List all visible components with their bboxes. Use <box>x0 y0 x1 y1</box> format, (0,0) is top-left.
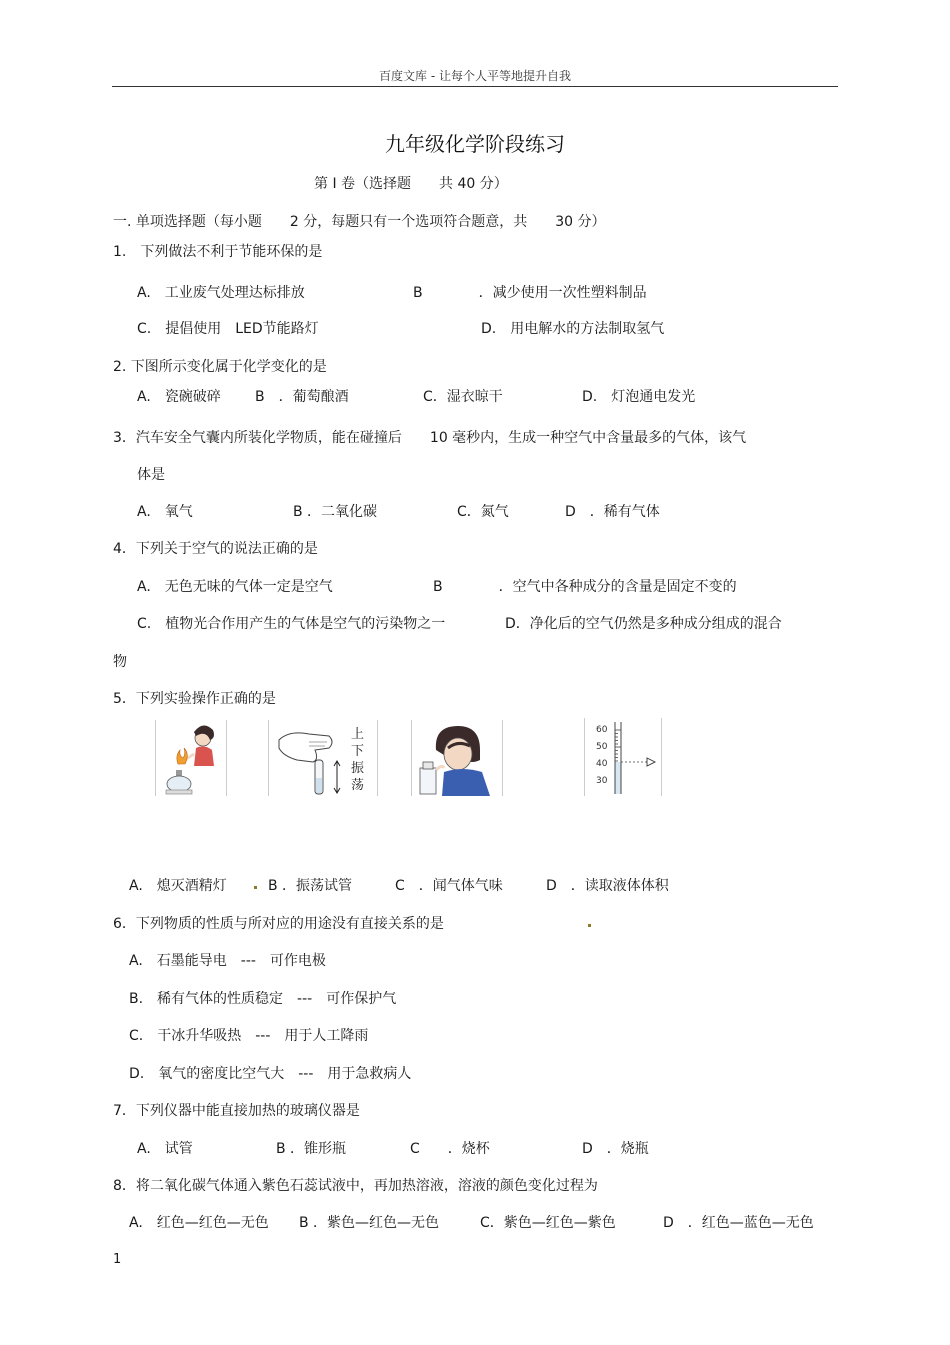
option: B ．锥形瓶 <box>276 1141 347 1157</box>
option: D ．读取液体体积 <box>546 878 669 894</box>
option: B ．减少使用一次性塑料制品 <box>413 285 647 301</box>
page-number: 1 <box>113 1252 122 1267</box>
question-stem: 4．下列关于空气的说法正确的是 <box>113 541 318 557</box>
question-stem-continued: 体是 <box>137 467 165 483</box>
option: C. 提倡使用 LED节能路灯 <box>137 321 319 337</box>
option: B ．二氧化碳 <box>293 504 378 520</box>
option: C．氮气 <box>457 504 509 520</box>
option: C ．烧杯 <box>410 1141 490 1157</box>
option: A. 试管 <box>137 1141 193 1157</box>
read-volume-image <box>584 718 662 796</box>
option: C．湿衣晾干 <box>423 389 503 405</box>
header-rule <box>112 86 838 87</box>
option: C ．闻气体气味 <box>395 878 503 894</box>
speck-mark <box>254 886 257 889</box>
option: B. 稀有气体的性质稳定 --- 可作保护气 <box>129 991 397 1007</box>
option: A. 氧气 <box>137 504 193 520</box>
option: D ．烧瓶 <box>582 1141 649 1157</box>
option: A. 工业废气处理达标排放 <box>137 285 305 301</box>
option: D. 灯泡通电发光 <box>582 389 696 405</box>
option: C. 干冰升华吸热 --- 用于人工降雨 <box>129 1028 369 1044</box>
option: A. 熄灭酒精灯 <box>129 878 227 894</box>
page-title: 九年级化学阶段练习 <box>385 132 565 156</box>
option: C．紫色—红色—紫色 <box>480 1215 616 1231</box>
option: B ．葡萄酿酒 <box>255 389 349 405</box>
question-stem: 5．下列实验操作正确的是 <box>113 691 276 707</box>
scale-40: 40 <box>596 759 608 769</box>
smell-gas-image <box>411 720 503 796</box>
section-heading: 一. 单项选择题（每小题 2 分，每题只有一个选项符合题意，共 30 分） <box>113 214 606 230</box>
option: D．净化后的空气仍然是多种成分组成的混合 <box>505 616 782 632</box>
option-continued: 物 <box>113 654 127 670</box>
speck-mark <box>588 924 591 927</box>
option: B ．振荡试管 <box>268 878 353 894</box>
question-stem: 7．下列仪器中能直接加热的玻璃仪器是 <box>113 1103 360 1119</box>
alcohol-lamp-image <box>155 720 227 796</box>
question-stem: 6．下列物质的性质与所对应的用途没有直接关系的是 <box>113 916 444 932</box>
option: D ．红色—蓝色—无色 <box>663 1215 814 1231</box>
option: C. 植物光合作用产生的气体是空气的污染物之一 <box>137 616 446 632</box>
option: A. 瓷碗破碎 <box>137 389 221 405</box>
shake-test-tube-image <box>268 720 378 796</box>
option: A. 无色无味的气体一定是空气 <box>137 579 333 595</box>
option: B ．紫色—红色—无色 <box>299 1215 440 1231</box>
option: D. 氧气的密度比空气大 --- 用于急救病人 <box>129 1066 412 1082</box>
scale-60: 60 <box>596 725 608 735</box>
shake-label: 上下振荡 <box>351 727 365 793</box>
option: D ．稀有气体 <box>565 504 660 520</box>
option: A. 红色—红色—无色 <box>129 1215 269 1231</box>
scale-30: 30 <box>596 776 608 786</box>
option: B ．空气中各种成分的含量是固定不变的 <box>433 579 737 595</box>
question-stem: 8．将二氧化碳气体通入紫色石蕊试液中，再加热溶液，溶液的颜色变化过程为 <box>113 1178 598 1194</box>
option: D. 用电解水的方法制取氢气 <box>481 321 665 337</box>
option: A. 石墨能导电 --- 可作电极 <box>129 953 326 969</box>
question-stem: 1. 下列做法不利于节能环保的是 <box>113 244 323 260</box>
question-stem: 2. 下图所示变化属于化学变化的是 <box>113 359 327 375</box>
section-subtitle: 第 I 卷（选择题 共 40 分） <box>314 176 508 192</box>
question-stem: 3．汽车安全气囊内所装化学物质，能在碰撞后 10 毫秒内，生成一种空气中含量最多的气体，该气 <box>113 430 747 446</box>
page-header: 百度文库 - 让每个人平等地提升自我 <box>379 69 571 83</box>
scale-50: 50 <box>596 742 608 752</box>
